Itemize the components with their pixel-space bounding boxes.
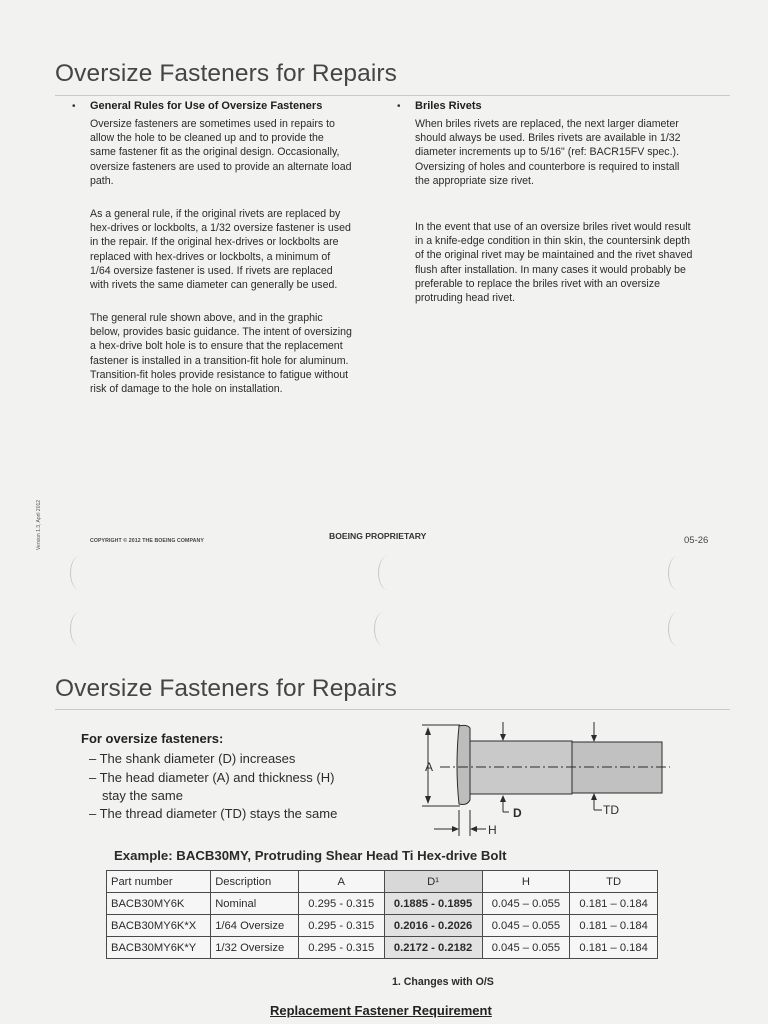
replacement-heading: Replacement Fastener Requirement	[270, 1003, 492, 1018]
table-cell: 0.181 – 0.184	[570, 915, 658, 937]
dimension-h-label: H	[488, 823, 497, 837]
table-header-cell: Description	[211, 871, 299, 893]
table-row	[107, 915, 658, 937]
list-item: – The thread diameter (TD) stays the same	[89, 806, 338, 821]
table-cell: 0.045 – 0.055	[482, 937, 570, 959]
table-cell: 1/64 Oversize	[211, 915, 299, 937]
table-cell: 0.1885 - 0.1895	[384, 893, 482, 915]
binder-hole-mark	[70, 612, 89, 646]
table-header-row	[107, 871, 658, 893]
table-cell: 0.2172 - 0.2182	[384, 937, 482, 959]
table-cell: 0.295 - 0.315	[298, 893, 384, 915]
table-cell: 0.181 – 0.184	[570, 893, 658, 915]
dimension-td-label: TD	[603, 803, 619, 817]
table-cell: Nominal	[211, 893, 299, 915]
binder-hole-mark	[668, 612, 687, 646]
table-cell: 0.045 – 0.055	[482, 893, 570, 915]
table-header-cell: H	[482, 871, 570, 893]
table-cell: 0.295 - 0.315	[298, 915, 384, 937]
table-cell: 1/32 Oversize	[211, 937, 299, 959]
fastener-diagram	[412, 716, 674, 842]
binder-hole-mark	[70, 556, 89, 590]
briles-rivets-paragraph-2: In the event that use of an oversize briles rivet would result in a knife-edge condition in thin skin, the countersink depth of the original rivet may be maintained and the rivet shaved flush after installation. In many cases it would probably be preferable to replace the briles rivet with an oversize protruding head rivet.	[415, 221, 693, 305]
version-text: Version 1.3, April 2012	[36, 499, 42, 550]
oversize-intro: For oversize fasteners:	[81, 731, 224, 746]
slide-title: Oversize Fasteners for Repairs	[55, 60, 398, 87]
table-header-cell: D¹	[384, 871, 482, 893]
list-item: stay the same	[102, 788, 183, 803]
binder-hole-mark	[374, 612, 393, 646]
binder-hole-mark	[668, 556, 687, 590]
title-rule	[55, 709, 730, 710]
table-header-cell: A	[298, 871, 384, 893]
table-header-cell: Part number	[107, 871, 211, 893]
dimension-d-label: D	[513, 806, 522, 820]
general-rules-paragraph-1: Oversize fasteners are sometimes used in repairs to allow the hole to be cleaned up and to provide the same fastener fit as the original design. Occasionally, oversize fasteners are used to provide an alternate load path.	[90, 118, 352, 187]
briles-rivets-heading: Briles Rivets	[415, 100, 482, 112]
table-row	[107, 893, 658, 915]
table-cell: 0.2016 - 0.2026	[384, 915, 482, 937]
table-header-cell: TD	[570, 871, 658, 893]
page-number: 05-26	[684, 535, 709, 546]
example-title: Example: BACB30MY, Protruding Shear Head Ti Hex-drive Bolt	[114, 848, 507, 863]
general-rules-paragraph-2: As a general rule, if the original rivets are replaced by hex-drives or lockbolts, a 1/32 oversize fastener is used in the repair. If the original hex-drives or lockbolts are replaced with hex-drives or lockbolts, a minimum of 1/64 oversize fastener is used. If rivets are replaced with rivets the same diameter can generally be used.	[90, 208, 351, 292]
slide-title: Oversize Fasteners for Repairs	[55, 675, 398, 702]
dimension-a-label: A	[425, 760, 434, 774]
table-cell: BACB30MY6K	[107, 893, 211, 915]
copyright-text: COPYRIGHT © 2012 THE BOEING COMPANY	[90, 538, 204, 544]
table-cell: 0.295 - 0.315	[298, 937, 384, 959]
briles-rivets-paragraph-1: When briles rivets are replaced, the next larger diameter should always be used. Briles rivets are available in 1/32 diameter increments up to 5/16" (ref: BACR15FV spec.). Oversizing of holes and counterbore is required to install the appropriate size rivet.	[415, 118, 681, 187]
binder-hole-mark	[378, 556, 397, 590]
bullet-icon: •	[397, 101, 401, 112]
fastener-spec-table	[106, 870, 658, 959]
proprietary-label: BOEING PROPRIETARY	[329, 531, 427, 541]
table-cell: BACB30MY6K*X	[107, 915, 211, 937]
bullet-icon: •	[72, 101, 76, 112]
table-row	[107, 937, 658, 959]
list-item: – The head diameter (A) and thickness (H)	[89, 770, 335, 785]
table-cell: 0.181 – 0.184	[570, 937, 658, 959]
general-rules-paragraph-3: The general rule shown above, and in the graphic below, provides basic guidance. The intent of oversizing a hex-drive bolt hole is to ensure that the replacement fastener is installed in a transition-fit hole for aluminum. Transition-fit holes provide resistance to fatigue without risk of damage to the hole on installation.	[90, 312, 352, 396]
table-cell: BACB30MY6K*Y	[107, 937, 211, 959]
table-footnote: 1. Changes with O/S	[392, 976, 494, 988]
table-cell: 0.045 – 0.055	[482, 915, 570, 937]
list-item: – The shank diameter (D) increases	[89, 751, 296, 766]
general-rules-heading: General Rules for Use of Oversize Fasteners	[90, 100, 323, 112]
title-rule	[55, 95, 730, 96]
